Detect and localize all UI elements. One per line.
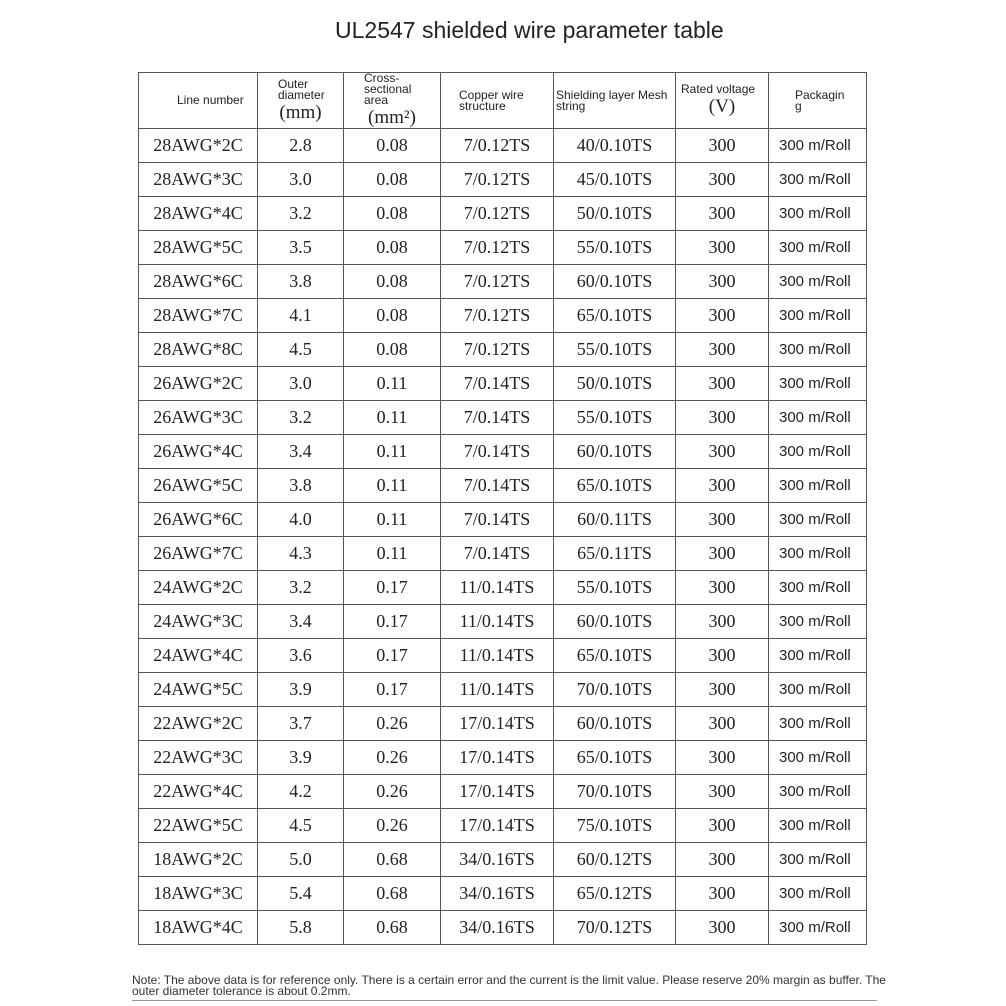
cell-copper-structure: 17/0.14TS: [441, 741, 554, 775]
table-row: [139, 469, 867, 503]
cell-cross-section: 0.11: [344, 537, 441, 571]
cell-packaging: 300 m/Roll: [769, 129, 867, 163]
cell-packaging: 300 m/Roll: [769, 333, 867, 367]
cell-outer-diameter: 4.3: [258, 537, 344, 571]
header-rated-voltage-label: Rated voltage: [681, 82, 756, 96]
header-line-number: [139, 73, 258, 129]
cell-shielding-layer: 60/0.10TS: [554, 435, 676, 469]
table-row: [139, 605, 867, 639]
cell-cross-section: 0.08: [344, 299, 441, 333]
table-row: [139, 877, 867, 911]
cell-copper-structure: 7/0.14TS: [441, 435, 554, 469]
cell-packaging: 300 m/Roll: [769, 367, 867, 401]
cell-packaging: 300 m/Roll: [769, 843, 867, 877]
cell-line-number: 18AWG*2C: [139, 843, 258, 877]
cell-cross-section: 0.08: [344, 197, 441, 231]
cell-line-number: 28AWG*4C: [139, 197, 258, 231]
cell-packaging: 300 m/Roll: [769, 299, 867, 333]
cell-copper-structure: 11/0.14TS: [441, 571, 554, 605]
cell-cross-section: 0.08: [344, 231, 441, 265]
cell-shielding-layer: 45/0.10TS: [554, 163, 676, 197]
cell-line-number: 24AWG*5C: [139, 673, 258, 707]
cell-line-number: 28AWG*8C: [139, 333, 258, 367]
cell-rated-voltage: 300: [676, 129, 769, 163]
table-row: [139, 299, 867, 333]
cell-rated-voltage: 300: [676, 741, 769, 775]
cell-line-number: 22AWG*2C: [139, 707, 258, 741]
cell-line-number: 28AWG*2C: [139, 129, 258, 163]
table-row: [139, 333, 867, 367]
cell-rated-voltage: 300: [676, 639, 769, 673]
cell-cross-section: 0.26: [344, 809, 441, 843]
cell-shielding-layer: 65/0.11TS: [554, 537, 676, 571]
cell-line-number: 26AWG*7C: [139, 537, 258, 571]
cell-copper-structure: 34/0.16TS: [441, 911, 554, 945]
cell-shielding-layer: 55/0.10TS: [554, 571, 676, 605]
cell-packaging: 300 m/Roll: [769, 163, 867, 197]
cell-packaging: 300 m/Roll: [769, 639, 867, 673]
cell-copper-structure: 7/0.14TS: [441, 537, 554, 571]
cell-outer-diameter: 3.4: [258, 605, 344, 639]
cell-cross-section: 0.08: [344, 265, 441, 299]
cell-outer-diameter: 4.0: [258, 503, 344, 537]
cell-rated-voltage: 300: [676, 333, 769, 367]
header-row: [139, 73, 867, 129]
cell-cross-section: 0.11: [344, 435, 441, 469]
cell-outer-diameter: 3.9: [258, 673, 344, 707]
cell-outer-diameter: 3.7: [258, 707, 344, 741]
cell-outer-diameter: 3.5: [258, 231, 344, 265]
cell-copper-structure: 7/0.12TS: [441, 231, 554, 265]
cell-outer-diameter: 2.8: [258, 129, 344, 163]
cell-cross-section: 0.11: [344, 401, 441, 435]
cell-outer-diameter: 3.8: [258, 265, 344, 299]
table-row: [139, 401, 867, 435]
cell-outer-diameter: 3.2: [258, 401, 344, 435]
cell-line-number: 24AWG*2C: [139, 571, 258, 605]
cell-rated-voltage: 300: [676, 299, 769, 333]
cell-outer-diameter: 3.8: [258, 469, 344, 503]
cell-copper-structure: 17/0.14TS: [441, 707, 554, 741]
cell-copper-structure: 11/0.14TS: [441, 639, 554, 673]
cell-rated-voltage: 300: [676, 911, 769, 945]
header-line-number-label: Line number: [177, 93, 244, 107]
header-packaging: [769, 73, 867, 129]
cell-shielding-layer: 50/0.10TS: [554, 197, 676, 231]
cell-outer-diameter: 3.0: [258, 163, 344, 197]
cell-shielding-layer: 40/0.10TS: [554, 129, 676, 163]
bottom-divider: [132, 1000, 877, 1001]
cell-outer-diameter: 3.9: [258, 741, 344, 775]
cell-packaging: 300 m/Roll: [769, 265, 867, 299]
cell-copper-structure: 17/0.14TS: [441, 775, 554, 809]
cell-copper-structure: 11/0.14TS: [441, 605, 554, 639]
cell-copper-structure: 7/0.12TS: [441, 299, 554, 333]
header-rated-voltage-unit: (V): [708, 96, 736, 117]
table-row: [139, 197, 867, 231]
cell-shielding-layer: 65/0.10TS: [554, 639, 676, 673]
cell-cross-section: 0.11: [344, 469, 441, 503]
cell-shielding-layer: 65/0.10TS: [554, 741, 676, 775]
cell-packaging: 300 m/Roll: [769, 877, 867, 911]
footnote: Note: The above data is for reference only. There is a certain error and the current is the limit value. Please reserve 20% margin as buffer. The outer diameter tolerance is about 0.2mm.: [132, 973, 886, 998]
cell-cross-section: 0.26: [344, 741, 441, 775]
cell-outer-diameter: 3.2: [258, 571, 344, 605]
cell-shielding-layer: 70/0.12TS: [554, 911, 676, 945]
cell-rated-voltage: 300: [676, 673, 769, 707]
cell-shielding-layer: 70/0.10TS: [554, 775, 676, 809]
cell-shielding-layer: 55/0.10TS: [554, 401, 676, 435]
cell-outer-diameter: 3.0: [258, 367, 344, 401]
cell-outer-diameter: 5.4: [258, 877, 344, 911]
cell-rated-voltage: 300: [676, 503, 769, 537]
parameter-table: [138, 72, 867, 945]
cell-packaging: 300 m/Roll: [769, 401, 867, 435]
cell-outer-diameter: 3.6: [258, 639, 344, 673]
cell-shielding-layer: 65/0.10TS: [554, 299, 676, 333]
cell-rated-voltage: 300: [676, 571, 769, 605]
cell-packaging: 300 m/Roll: [769, 435, 867, 469]
cell-line-number: 28AWG*7C: [139, 299, 258, 333]
page-title: UL2547 shielded wire parameter table: [335, 17, 724, 43]
cell-line-number: 22AWG*3C: [139, 741, 258, 775]
cell-copper-structure: 7/0.12TS: [441, 197, 554, 231]
cell-copper-structure: 34/0.16TS: [441, 843, 554, 877]
cell-rated-voltage: 300: [676, 809, 769, 843]
cell-packaging: 300 m/Roll: [769, 571, 867, 605]
cell-line-number: 24AWG*4C: [139, 639, 258, 673]
table-row: [139, 503, 867, 537]
cell-packaging: 300 m/Roll: [769, 605, 867, 639]
header-outer-diameter-label: Outer diameter: [278, 76, 325, 102]
cell-shielding-layer: 60/0.10TS: [554, 605, 676, 639]
cell-packaging: 300 m/Roll: [769, 537, 867, 571]
header-copper-structure-label: Copper wire structure: [459, 87, 524, 113]
table-row: [139, 435, 867, 469]
cell-shielding-layer: 55/0.10TS: [554, 333, 676, 367]
table-row: [139, 673, 867, 707]
table-row: [139, 129, 867, 163]
table-row: [139, 843, 867, 877]
cell-line-number: 28AWG*6C: [139, 265, 258, 299]
table-row: [139, 775, 867, 809]
header-packaging-label: Packaging: [795, 87, 845, 113]
table-row: [139, 265, 867, 299]
header-copper-structure: [441, 73, 554, 129]
table-row: [139, 809, 867, 843]
cell-copper-structure: 7/0.12TS: [441, 265, 554, 299]
header-shielding-layer: [554, 73, 676, 129]
cell-rated-voltage: 300: [676, 265, 769, 299]
cell-rated-voltage: 300: [676, 877, 769, 911]
cell-copper-structure: 7/0.14TS: [441, 503, 554, 537]
cell-copper-structure: 7/0.14TS: [441, 367, 554, 401]
table-row: [139, 911, 867, 945]
cell-shielding-layer: 75/0.10TS: [554, 809, 676, 843]
cell-rated-voltage: 300: [676, 707, 769, 741]
cell-rated-voltage: 300: [676, 537, 769, 571]
cell-rated-voltage: 300: [676, 163, 769, 197]
cell-line-number: 26AWG*6C: [139, 503, 258, 537]
cell-cross-section: 0.26: [344, 707, 441, 741]
cell-shielding-layer: 60/0.11TS: [554, 503, 676, 537]
cell-rated-voltage: 300: [676, 367, 769, 401]
cell-rated-voltage: 300: [676, 605, 769, 639]
cell-cross-section: 0.11: [344, 367, 441, 401]
cell-line-number: 24AWG*3C: [139, 605, 258, 639]
cell-packaging: 300 m/Roll: [769, 503, 867, 537]
cell-packaging: 300 m/Roll: [769, 469, 867, 503]
cell-shielding-layer: 60/0.10TS: [554, 265, 676, 299]
cell-shielding-layer: 65/0.12TS: [554, 877, 676, 911]
cell-copper-structure: 11/0.14TS: [441, 673, 554, 707]
cell-outer-diameter: 3.4: [258, 435, 344, 469]
cell-cross-section: 0.17: [344, 673, 441, 707]
cell-line-number: 18AWG*4C: [139, 911, 258, 945]
table-row: [139, 367, 867, 401]
cell-shielding-layer: 60/0.12TS: [554, 843, 676, 877]
header-cross-section-unit: (mm²): [368, 107, 416, 128]
cell-line-number: 28AWG*5C: [139, 231, 258, 265]
table-row: [139, 571, 867, 605]
cell-line-number: 26AWG*5C: [139, 469, 258, 503]
table-row: [139, 537, 867, 571]
header-cross-section: [344, 73, 441, 129]
cell-copper-structure: 7/0.14TS: [441, 469, 554, 503]
cell-rated-voltage: 300: [676, 843, 769, 877]
cell-packaging: 300 m/Roll: [769, 775, 867, 809]
cell-copper-structure: 17/0.14TS: [441, 809, 554, 843]
cell-line-number: 18AWG*3C: [139, 877, 258, 911]
cell-outer-diameter: 4.5: [258, 809, 344, 843]
cell-packaging: 300 m/Roll: [769, 809, 867, 843]
cell-shielding-layer: 50/0.10TS: [554, 367, 676, 401]
header-cross-section-label: Cross-sectional area: [364, 71, 412, 107]
cell-copper-structure: 7/0.14TS: [441, 401, 554, 435]
cell-cross-section: 0.08: [344, 129, 441, 163]
cell-packaging: 300 m/Roll: [769, 673, 867, 707]
cell-outer-diameter: 4.2: [258, 775, 344, 809]
cell-rated-voltage: 300: [676, 469, 769, 503]
cell-rated-voltage: 300: [676, 231, 769, 265]
cell-cross-section: 0.68: [344, 843, 441, 877]
cell-cross-section: 0.68: [344, 877, 441, 911]
cell-outer-diameter: 4.5: [258, 333, 344, 367]
cell-cross-section: 0.11: [344, 503, 441, 537]
header-outer-diameter: [258, 73, 344, 129]
table-row: [139, 231, 867, 265]
cell-cross-section: 0.68: [344, 911, 441, 945]
cell-copper-structure: 7/0.12TS: [441, 129, 554, 163]
cell-shielding-layer: 65/0.10TS: [554, 469, 676, 503]
cell-copper-structure: 7/0.12TS: [441, 163, 554, 197]
cell-cross-section: 0.08: [344, 163, 441, 197]
cell-line-number: 22AWG*4C: [139, 775, 258, 809]
header-shielding-layer-label: Shielding layer Mesh string: [556, 87, 668, 113]
cell-line-number: 22AWG*5C: [139, 809, 258, 843]
cell-rated-voltage: 300: [676, 401, 769, 435]
cell-outer-diameter: 4.1: [258, 299, 344, 333]
cell-rated-voltage: 300: [676, 435, 769, 469]
cell-outer-diameter: 5.0: [258, 843, 344, 877]
cell-cross-section: 0.17: [344, 639, 441, 673]
cell-packaging: 300 m/Roll: [769, 911, 867, 945]
table-row: [139, 639, 867, 673]
table-row: [139, 163, 867, 197]
cell-cross-section: 0.26: [344, 775, 441, 809]
cell-outer-diameter: 5.8: [258, 911, 344, 945]
cell-packaging: 300 m/Roll: [769, 197, 867, 231]
table-row: [139, 741, 867, 775]
header-outer-diameter-unit: (mm): [279, 101, 322, 123]
cell-packaging: 300 m/Roll: [769, 231, 867, 265]
header-rated-voltage: [676, 73, 769, 129]
cell-packaging: 300 m/Roll: [769, 741, 867, 775]
cell-line-number: 26AWG*2C: [139, 367, 258, 401]
cell-shielding-layer: 60/0.10TS: [554, 707, 676, 741]
cell-shielding-layer: 70/0.10TS: [554, 673, 676, 707]
cell-rated-voltage: 300: [676, 775, 769, 809]
cell-cross-section: 0.17: [344, 605, 441, 639]
cell-line-number: 26AWG*3C: [139, 401, 258, 435]
cell-outer-diameter: 3.2: [258, 197, 344, 231]
cell-copper-structure: 34/0.16TS: [441, 877, 554, 911]
cell-cross-section: 0.17: [344, 571, 441, 605]
cell-cross-section: 0.08: [344, 333, 441, 367]
cell-line-number: 26AWG*4C: [139, 435, 258, 469]
cell-packaging: 300 m/Roll: [769, 707, 867, 741]
cell-rated-voltage: 300: [676, 197, 769, 231]
cell-line-number: 28AWG*3C: [139, 163, 258, 197]
table-row: [139, 707, 867, 741]
cell-copper-structure: 7/0.12TS: [441, 333, 554, 367]
cell-shielding-layer: 55/0.10TS: [554, 231, 676, 265]
